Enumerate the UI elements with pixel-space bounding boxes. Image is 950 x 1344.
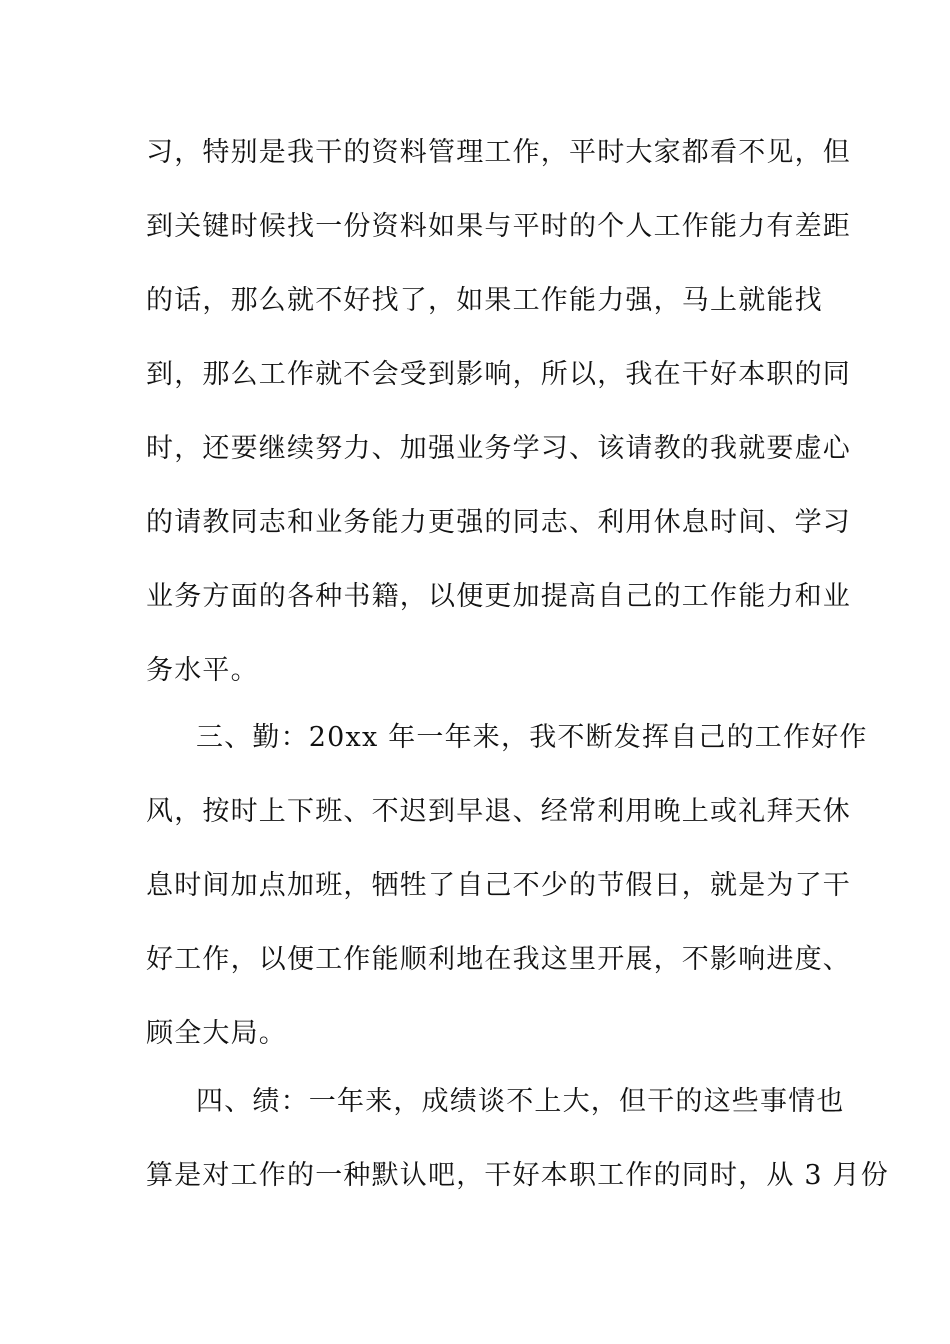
paragraph-start-line: 三、勤：20xx 年一年来，我不断发挥自己的工作好作 xyxy=(196,722,868,753)
text-line: 算是对工作的一种默认吧，干好本职工作的同时，从 3 月份 xyxy=(146,1160,889,1191)
paragraph-start-line: 四、绩：一年来，成绩谈不上大，但干的这些事情也 xyxy=(196,1086,845,1117)
text-line: 到关键时候找一份资料如果与平时的个人工作能力有差距 xyxy=(146,211,851,242)
text-line: 到，那么工作就不会受到影响，所以，我在干好本职的同 xyxy=(146,359,851,390)
text-line: 习，特别是我干的资料管理工作，平时大家都看不见，但 xyxy=(146,137,851,168)
text-line: 时，还要继续努力、加强业务学习、该请教的我就要虚心 xyxy=(146,433,851,464)
text-line: 务水平。 xyxy=(146,655,259,686)
text-line: 的话，那么就不好找了，如果工作能力强，马上就能找 xyxy=(146,285,823,316)
text-line: 业务方面的各种书籍，以便更加提高自己的工作能力和业 xyxy=(146,581,851,612)
text-line: 好工作，以便工作能顺利地在我这里开展，不影响进度、 xyxy=(146,944,851,975)
text-line: 的请教同志和业务能力更强的同志、利用休息时间、学习 xyxy=(146,507,851,538)
text-line: 风，按时上下班、不迟到早退、经常利用晚上或礼拜天休 xyxy=(146,796,851,827)
text-line: 顾全大局。 xyxy=(146,1018,287,1049)
text-line: 息时间加点加班，牺牲了自己不少的节假日，就是为了干 xyxy=(146,870,851,901)
